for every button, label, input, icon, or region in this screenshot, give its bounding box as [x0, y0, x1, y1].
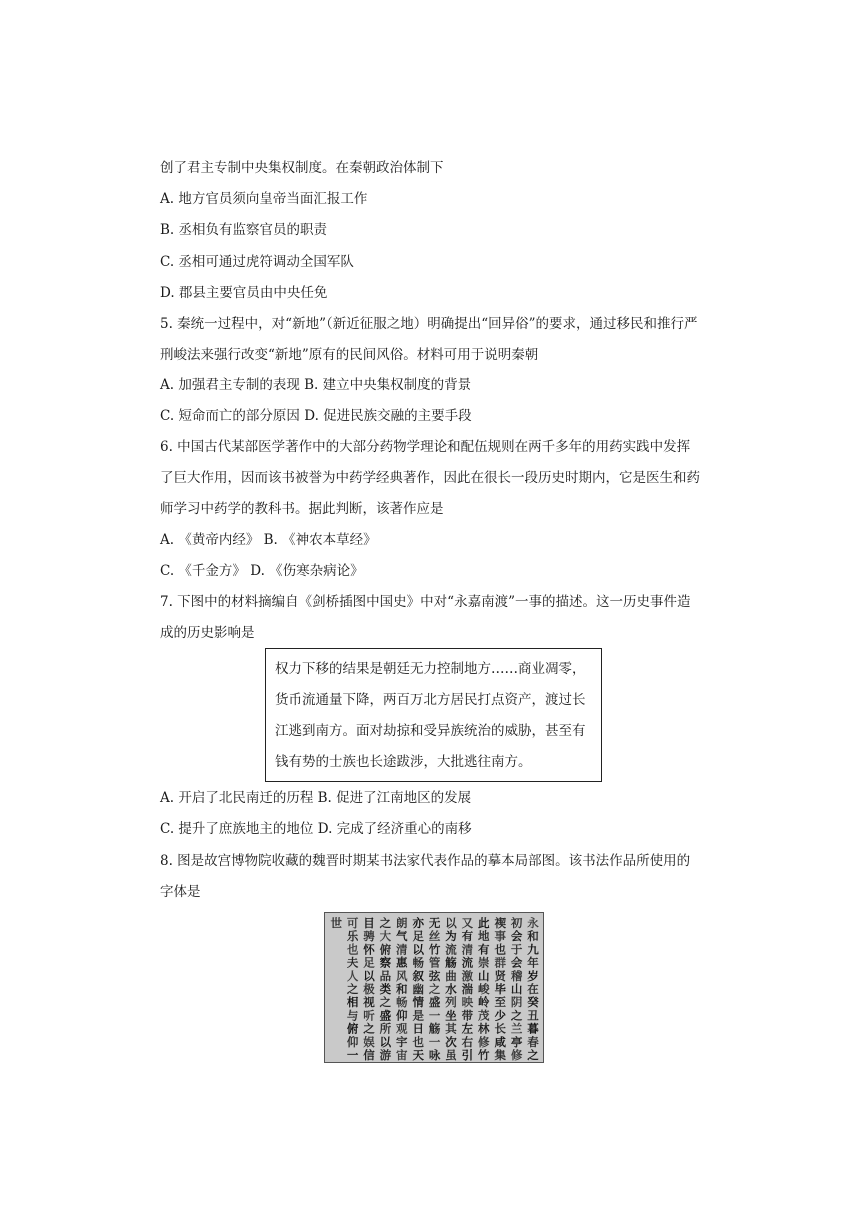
svg-text:和: 和 — [527, 929, 539, 944]
svg-text:听: 听 — [363, 1008, 375, 1023]
question-6-line-2: 了巨大作用，因而该书被誉为中药学经典著作，因此在很长一段历史时期内，它是医生和药 — [160, 470, 700, 486]
svg-text:风: 风 — [396, 968, 408, 983]
svg-text:气: 气 — [396, 929, 408, 944]
svg-text:初: 初 — [510, 916, 523, 930]
svg-text:长: 长 — [494, 1021, 506, 1036]
svg-text:竹: 竹 — [428, 942, 441, 957]
svg-text:叙: 叙 — [412, 968, 424, 983]
svg-text:至: 至 — [494, 995, 506, 1010]
svg-text:之: 之 — [510, 1008, 523, 1023]
quote-line-2: 货币流通量下降，两百万北方居民打点资产，渡过长 — [275, 692, 586, 708]
quote-line-3: 江逃到南方。面对劫掠和受异族统治的威胁，甚至有 — [275, 723, 586, 739]
svg-text:又: 又 — [461, 916, 474, 930]
svg-text:亦: 亦 — [412, 916, 424, 930]
svg-text:水: 水 — [445, 982, 457, 996]
svg-text:春: 春 — [527, 1034, 539, 1049]
svg-text:山: 山 — [510, 982, 523, 996]
svg-text:竹: 竹 — [478, 1048, 490, 1062]
svg-text:九: 九 — [527, 942, 539, 957]
svg-text:怀: 怀 — [363, 942, 375, 957]
svg-text:带: 带 — [461, 1008, 474, 1023]
svg-text:有: 有 — [478, 942, 490, 957]
svg-text:流: 流 — [445, 942, 457, 957]
calligraphy-image — [324, 912, 544, 1063]
svg-text:人: 人 — [346, 968, 359, 983]
svg-text:畅: 畅 — [396, 995, 408, 1010]
svg-text:情: 情 — [412, 995, 424, 1010]
svg-text:乐: 乐 — [346, 929, 359, 944]
svg-text:其: 其 — [445, 1021, 457, 1036]
svg-text:亭: 亭 — [510, 1034, 523, 1049]
svg-text:崇: 崇 — [478, 955, 490, 970]
svg-text:引: 引 — [461, 1048, 474, 1062]
question-7-line-2: 成的历史影响是 — [160, 625, 255, 641]
svg-text:和: 和 — [396, 982, 408, 996]
svg-text:之: 之 — [379, 995, 392, 1010]
svg-text:丝: 丝 — [428, 929, 441, 944]
svg-text:右: 右 — [461, 1034, 474, 1049]
question-7-options-ab: A. 开启了北民南迁的历程 B. 促进了江南地区的发展 — [160, 790, 472, 806]
question-8-line-2: 字体是 — [160, 884, 201, 900]
option-b-q4: B. 丞相负有监察官员的职责 — [160, 222, 328, 238]
svg-text:觞: 觞 — [428, 1021, 441, 1036]
svg-text:游: 游 — [379, 1048, 392, 1062]
svg-text:列: 列 — [445, 995, 457, 1010]
svg-text:类: 类 — [379, 982, 392, 996]
svg-text:相: 相 — [346, 995, 359, 1010]
svg-text:毕: 毕 — [494, 982, 506, 996]
svg-text:一: 一 — [428, 1008, 441, 1023]
svg-text:修: 修 — [510, 1048, 523, 1062]
svg-text:贤: 贤 — [494, 968, 506, 983]
svg-text:清: 清 — [396, 942, 408, 957]
svg-text:事: 事 — [494, 929, 506, 944]
svg-text:与: 与 — [346, 1008, 359, 1023]
svg-text:为: 为 — [445, 929, 457, 944]
svg-text:岁: 岁 — [527, 968, 539, 983]
quote-line-4: 钱有势的士族也长途跋涉，大批逃往南方。 — [275, 754, 532, 770]
svg-text:流: 流 — [461, 955, 474, 970]
svg-text:是: 是 — [412, 1008, 424, 1023]
svg-text:以: 以 — [445, 916, 457, 930]
svg-text:仰: 仰 — [396, 1008, 408, 1023]
svg-text:以: 以 — [363, 968, 375, 983]
svg-text:群: 群 — [494, 955, 506, 970]
svg-text:少: 少 — [494, 1008, 506, 1023]
svg-text:也: 也 — [412, 1034, 424, 1049]
svg-text:咏: 咏 — [428, 1048, 441, 1062]
svg-text:觞: 觞 — [445, 955, 457, 970]
svg-text:以: 以 — [412, 942, 424, 957]
question-5-options-ab: A. 加强君主专制的表现 B. 建立中央集权制度的背景 — [160, 377, 472, 393]
svg-text:察: 察 — [379, 955, 392, 970]
svg-text:足: 足 — [412, 929, 424, 944]
svg-text:阴: 阴 — [510, 995, 523, 1010]
question-6-line-3: 师学习中药学的教科书。据此判断，该著作应是 — [160, 501, 444, 517]
svg-text:兰: 兰 — [510, 1021, 523, 1036]
svg-text:畅: 畅 — [412, 955, 424, 970]
svg-text:山: 山 — [478, 968, 490, 983]
svg-text:于: 于 — [510, 942, 523, 957]
svg-text:次: 次 — [445, 1034, 457, 1049]
svg-text:骋: 骋 — [363, 929, 375, 944]
svg-text:有: 有 — [461, 929, 474, 944]
question-7-line-1: 7. 下图中的材料摘编自《剑桥插图中国史》中对“永嘉南渡”一事的描述。这一历史事件造 — [160, 594, 691, 610]
svg-text:可: 可 — [346, 916, 359, 930]
svg-text:年: 年 — [527, 955, 539, 970]
svg-text:映: 映 — [461, 995, 474, 1010]
svg-text:信: 信 — [363, 1048, 375, 1062]
svg-text:永: 永 — [527, 916, 539, 930]
svg-text:禊: 禊 — [494, 916, 506, 930]
quote-box — [265, 648, 602, 782]
svg-text:之: 之 — [527, 1048, 539, 1062]
svg-text:夫: 夫 — [346, 955, 359, 970]
svg-text:此: 此 — [478, 916, 490, 930]
svg-text:世: 世 — [330, 916, 342, 930]
svg-text:一: 一 — [346, 1048, 359, 1062]
question-5-line-1: 5. 秦统一过程中，对“新地”（新近征服之地）明确提出“回异俗”的要求，通过移民和推行严 — [160, 316, 698, 332]
svg-text:虽: 虽 — [445, 1048, 457, 1062]
svg-text:激: 激 — [461, 968, 474, 983]
question-8-line-1: 8. 图是故宫博物院收藏的魏晋时期某书法家代表作品的摹本局部图。该书法作品所使用的 — [160, 853, 691, 869]
svg-text:无: 无 — [428, 916, 441, 930]
svg-text:盛: 盛 — [379, 1008, 392, 1023]
question-7-options-cd: C. 提升了庶族地主的地位 D. 完成了经济重心的南移 — [160, 821, 472, 837]
svg-text:之: 之 — [428, 982, 441, 996]
svg-text:之: 之 — [379, 916, 392, 930]
svg-text:幽: 幽 — [412, 982, 424, 996]
svg-text:峻: 峻 — [478, 982, 490, 996]
svg-text:会: 会 — [510, 929, 523, 944]
svg-text:癸: 癸 — [527, 995, 539, 1010]
svg-text:坐: 坐 — [445, 1008, 457, 1023]
question-6-line-1: 6. 中国古代某部医学著作中的大部分药物学理论和配伍规则在两千多年的用药实践中发挥 — [160, 439, 691, 455]
option-a-q4: A. 地方官员须向皇帝当面汇报工作 — [160, 191, 368, 207]
svg-text:娱: 娱 — [363, 1034, 375, 1049]
question-5-line-2: 刑峻法来强行改变“新地”原有的民间风俗。材料可用于说明秦朝 — [160, 347, 539, 363]
svg-text:大: 大 — [379, 929, 392, 944]
svg-text:弦: 弦 — [428, 968, 441, 983]
svg-text:丑: 丑 — [527, 1008, 539, 1023]
question-6-options-ab: A. 《黄帝内经》 B. 《神农本草经》 — [160, 532, 377, 548]
svg-text:茂: 茂 — [478, 1008, 490, 1023]
svg-text:俯: 俯 — [379, 942, 392, 957]
svg-text:集: 集 — [494, 1048, 506, 1062]
svg-text:稽: 稽 — [510, 968, 523, 983]
svg-text:清: 清 — [461, 942, 474, 957]
svg-text:会: 会 — [510, 955, 523, 970]
svg-text:天: 天 — [412, 1048, 424, 1062]
svg-text:宇: 宇 — [396, 1034, 408, 1049]
option-c-q4: C. 丞相可通过虎符调动全国军队 — [160, 254, 354, 270]
svg-text:所: 所 — [379, 1021, 392, 1036]
option-d-q4: D. 郡县主要官员由中央任免 — [160, 285, 328, 301]
svg-text:极: 极 — [363, 982, 375, 996]
svg-text:咸: 咸 — [494, 1034, 506, 1049]
svg-text:视: 视 — [363, 995, 375, 1010]
svg-text:以: 以 — [379, 1034, 392, 1049]
svg-text:一: 一 — [428, 1034, 441, 1049]
svg-text:暮: 暮 — [527, 1021, 539, 1036]
svg-text:仰: 仰 — [346, 1034, 359, 1049]
svg-text:管: 管 — [428, 955, 441, 970]
svg-text:在: 在 — [527, 982, 539, 996]
svg-text:岭: 岭 — [478, 995, 490, 1010]
svg-text:之: 之 — [346, 982, 359, 996]
svg-text:林: 林 — [478, 1021, 490, 1036]
question-5-options-cd: C. 短命而亡的部分原因 D. 促进民族交融的主要手段 — [160, 408, 472, 424]
svg-text:曲: 曲 — [445, 968, 457, 983]
svg-text:观: 观 — [396, 1021, 408, 1036]
svg-text:目: 目 — [363, 916, 375, 930]
svg-text:盛: 盛 — [428, 995, 441, 1010]
question-6-options-cd: C. 《千金方》 D. 《伤寒杂病论》 — [160, 563, 364, 579]
svg-text:足: 足 — [363, 955, 375, 970]
svg-text:日: 日 — [412, 1021, 424, 1036]
svg-text:俯: 俯 — [346, 1021, 359, 1036]
quote-line-1: 权力下移的结果是朝廷无力控制地方……商业凋零， — [275, 661, 586, 677]
svg-text:修: 修 — [478, 1034, 490, 1049]
svg-text:也: 也 — [494, 942, 506, 957]
svg-text:宙: 宙 — [396, 1048, 408, 1062]
svg-text:也: 也 — [346, 942, 359, 957]
svg-text:湍: 湍 — [461, 982, 474, 996]
text-line-1: 创了君主专制中央集权制度。在秦朝政治体制下 — [160, 160, 444, 176]
svg-text:之: 之 — [363, 1021, 375, 1036]
svg-text:左: 左 — [461, 1021, 474, 1036]
svg-text:地: 地 — [478, 929, 490, 944]
svg-text:品: 品 — [379, 968, 392, 983]
svg-text:惠: 惠 — [396, 955, 408, 970]
svg-text:朗: 朗 — [396, 916, 408, 930]
